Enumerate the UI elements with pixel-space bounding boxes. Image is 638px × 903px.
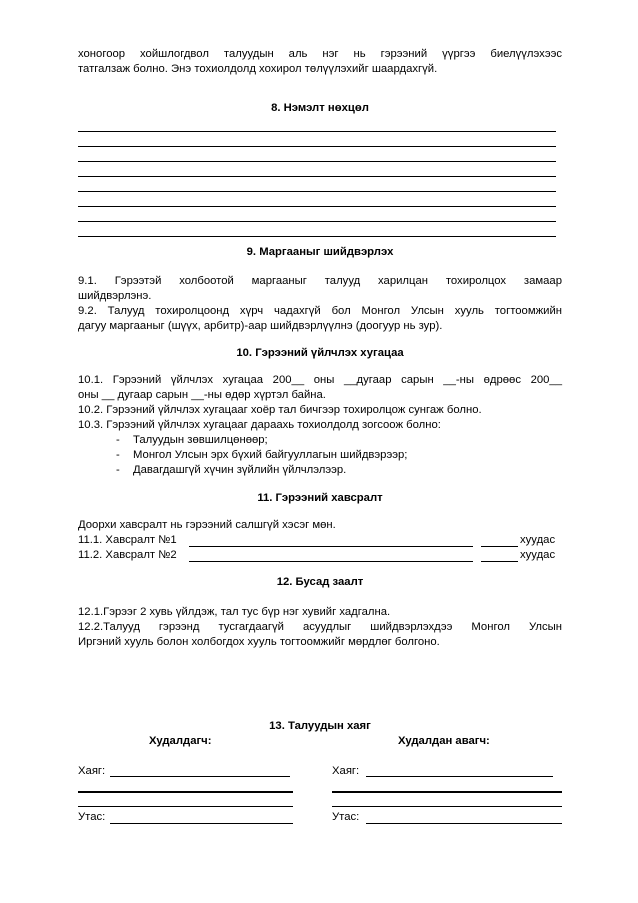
appendix-label: 11.1. Хавсралт №1 xyxy=(78,534,177,546)
seller-address-line-2[interactable] xyxy=(78,791,293,793)
seller-address-label: Хаяг: xyxy=(78,765,106,777)
seller-phone-label: Утас: xyxy=(78,811,106,823)
appendix-pages-label: хуудас xyxy=(520,549,556,561)
list-item: Талуудын зөвшилцөнөөр; xyxy=(133,434,268,446)
appendix-pages-label: хуудас xyxy=(520,534,556,546)
buyer-phone-label: Утас: xyxy=(332,811,360,823)
appendix-intro: Доорхи хавсралт нь гэрээний салшгүй хэсэг мөн. xyxy=(78,519,336,531)
clause-9-1-line-2: шийдвэрлэнэ. xyxy=(78,290,152,302)
buyer-address-field[interactable] xyxy=(366,776,553,777)
clause-9-2-line-2: дагуу маргааныг (шүүх, арбитр)-аар шийдвэрлүүлнэ (доогуур нь зур). xyxy=(78,320,443,332)
buyer-address-label: Хаяг: xyxy=(332,765,360,777)
clause-10-1-line-1: 10.1. Гэрээний үйлчлэх хугацаа 200__ оны __дугаар сарын __-ны өдрөөс 200__ xyxy=(78,374,562,386)
blank-line xyxy=(78,221,556,222)
seller-phone-field[interactable] xyxy=(110,823,293,824)
buyer-address-line-2[interactable] xyxy=(332,791,562,793)
section-9-title: 9. Маргааныг шийдвэрлэх xyxy=(246,246,394,258)
intro-line-2: татгалзаж болно. Энэ тохиолдолд хохирол төлүүлэхийг шаардахгүй. xyxy=(78,63,438,75)
blank-line xyxy=(78,176,556,177)
clause-10-3: 10.3. Гэрээний үйлчлэх хугацааг дараахь тохиолдолд зогсоож болно: xyxy=(78,419,441,431)
section-12-title: 12. Бусад заалт xyxy=(276,576,364,588)
appendix-pages-blank[interactable] xyxy=(481,546,518,547)
seller-heading: Худалдагч: xyxy=(149,735,212,747)
section-10-title: 10. Гэрээний үйлчлэх хугацаа xyxy=(236,347,404,359)
buyer-heading: Худалдан авагч: xyxy=(398,735,490,747)
appendix-label: 11.2. Хавсралт №2 xyxy=(78,549,177,561)
clause-12-1: 12.1.Гэрээг 2 хувь үйлдэж, тал тус бүр нэг хувийг хадгална. xyxy=(78,606,391,618)
appendix-name-blank[interactable] xyxy=(189,546,473,547)
buyer-phone-field[interactable] xyxy=(366,823,562,824)
appendix-pages-blank[interactable] xyxy=(481,561,518,562)
blank-line xyxy=(78,131,556,132)
clause-12-2-line-2: Иргэний хууль болон холбогдох хууль тогтоомжийг мөрдлөг болгоно. xyxy=(78,636,440,648)
blank-line xyxy=(78,161,556,162)
buyer-address-line-3[interactable] xyxy=(332,806,562,807)
clause-12-2-line-1: 12.2.Талууд гэрээнд тусгагдаагүй асуудлыг шийдвэрлэхдээ Монгол Улсын xyxy=(78,621,562,633)
clause-9-2-line-1: 9.2. Талууд тохиролцоонд хүрч чадахгүй бол Монгол Улсын хууль тогтоомжийн xyxy=(78,305,562,317)
blank-line xyxy=(78,206,556,207)
bullet-marker: - xyxy=(116,464,120,476)
section-11-title: 11. Гэрээний хавсралт xyxy=(257,492,383,504)
blank-line xyxy=(78,191,556,192)
appendix-name-blank[interactable] xyxy=(189,561,473,562)
list-item: Монгол Улсын эрх бүхий байгууллагын шийдвэрээр; xyxy=(133,449,408,461)
blank-line xyxy=(78,236,556,237)
seller-address-line-3[interactable] xyxy=(78,806,293,807)
list-item: Давагдашгүй хүчин зүйлийн үйлчлэлээр. xyxy=(133,464,347,476)
bullet-marker: - xyxy=(116,449,120,461)
clause-10-1-line-2: оны __ дугаар сарын __-ны өдөр хүртэл байна. xyxy=(78,389,326,401)
blank-line xyxy=(78,146,556,147)
section-8-title: 8. Нэмэлт нөхцөл xyxy=(271,102,369,114)
clause-9-1-line-1: 9.1. Гэрээтэй холбоотой маргааныг талууд харилцан тохиролцох замаар xyxy=(78,275,562,287)
intro-line-1: хоногоор хойшлогдвол талуудын аль нэг нь гэрээний үүргээ биелүүлэхээс xyxy=(78,48,562,60)
clause-10-2: 10.2. Гэрээний үйлчлэх хугацааг хоёр тал бичгээр тохиролцож сунгаж болно. xyxy=(78,404,482,416)
section-13-title: 13. Талуудын хаяг xyxy=(269,720,371,732)
seller-address-field[interactable] xyxy=(110,776,290,777)
bullet-marker: - xyxy=(116,434,120,446)
